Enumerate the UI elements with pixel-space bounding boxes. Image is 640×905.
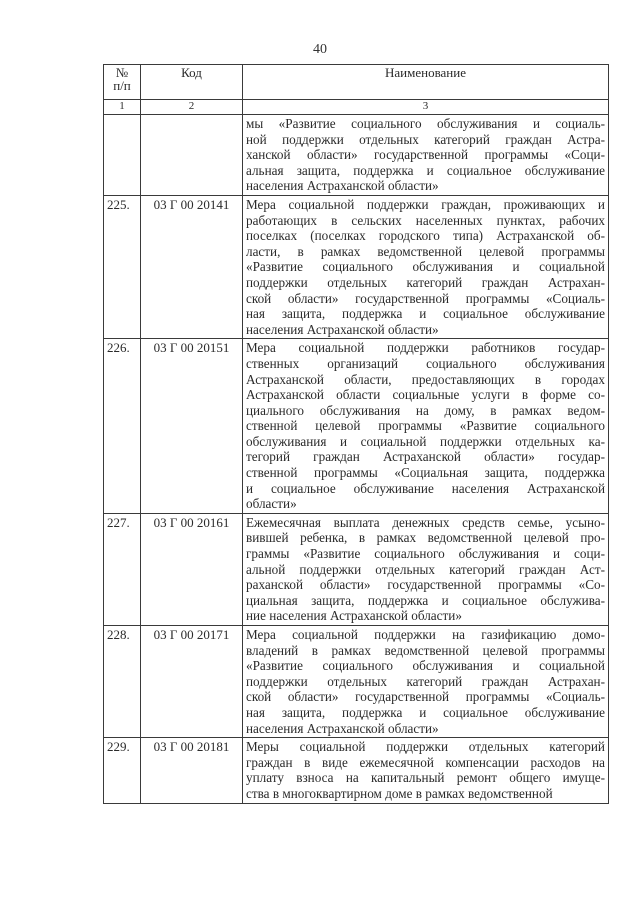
row-code: 03 Г 00 20161 [141, 513, 243, 625]
row-code: 03 Г 00 20141 [141, 195, 243, 338]
table-body [104, 115, 609, 804]
column-number: 2 [141, 100, 243, 115]
row-name-line: ласти, в рамках ведомственной целевой программы [246, 243, 605, 259]
row-name-line: циального обслуживания на дому, в рамках ведом- [246, 402, 605, 418]
row-name-line: вившей ребенка, в рамках ведомственной целевой про- [246, 530, 605, 546]
row-name-line: населения Астраханской области» [246, 321, 439, 337]
row-name-line: ской области» государственной программы «Социаль- [246, 689, 605, 705]
row-name-line: и социальное обслуживание населения Астраханской [246, 480, 605, 496]
row-code [141, 115, 243, 196]
header-code: Код [141, 65, 243, 100]
table-row [104, 626, 609, 738]
table-row [104, 195, 609, 338]
row-name-line: альной поддержки отдельных категорий граждан Аст- [246, 561, 605, 577]
row-name-line: ние населения Астраханской области» [246, 608, 462, 624]
row-name-line: Астраханской области, предоставляющих в городах [246, 371, 605, 387]
header-number-sign: № [115, 65, 129, 80]
table-row [104, 115, 609, 196]
row-name-line: циальная защита, поддержка и социальное обслужива- [246, 592, 605, 608]
row-name-line: поддержки отдельных категорий граждан Астрахан- [246, 673, 605, 689]
table-row [104, 513, 609, 625]
row-name-line: уплату взноса на капитальный ремонт общего имуще- [246, 770, 605, 786]
table-row [104, 339, 609, 514]
row-name-line: Мера социальной поддержки работников государ- [246, 340, 605, 356]
column-number: 1 [104, 100, 141, 115]
row-number: 226. [104, 339, 141, 514]
row-name-line: ханской области» государственной программы «Соци- [246, 147, 605, 163]
column-number-row [104, 100, 609, 115]
row-name [243, 195, 609, 338]
row-name [243, 115, 609, 196]
row-name-line: ственных организаций социального обслуживания [246, 355, 605, 371]
row-name-line: Мера социальной поддержки граждан, проживающих и [246, 196, 605, 212]
row-code: 03 Г 00 20171 [141, 626, 243, 738]
row-name [243, 626, 609, 738]
row-name-line: «Развитие социального обслуживания и социальной [246, 259, 605, 275]
row-name-line: ной поддержки отдельных категорий граждан Астра- [246, 131, 605, 147]
row-name-line: ная защита, поддержка и социальное обслуживание [246, 704, 605, 720]
header-number-abbr: п/п [113, 78, 131, 93]
row-name [243, 339, 609, 514]
row-name [243, 738, 609, 803]
header-number [104, 65, 141, 100]
page-number: 40 [313, 42, 327, 57]
row-name-line: граммы «Развитие социального обслуживания и соци- [246, 546, 605, 562]
row-name-line: ственной программы «Социальная защита, поддержка [246, 465, 605, 481]
classification-table [103, 64, 609, 804]
row-number: 229. [104, 738, 141, 803]
row-name-line: «Развитие социального обслуживания и социальной [246, 658, 605, 674]
row-name-line: населения Астраханской области» [246, 720, 439, 736]
row-name-line: ства в многоквартирном доме в рамках ведомственной [246, 785, 553, 801]
row-name-line: ской области» государственной программы «Социаль- [246, 290, 605, 306]
row-name-line: ная защита, поддержка и социальное обслуживание [246, 306, 605, 322]
row-name-line: поселках (поселках городского типа) Астраханской об- [246, 228, 605, 244]
row-number: 227. [104, 513, 141, 625]
row-name-line: ственной целевой программы «Развитие социального [246, 418, 605, 434]
row-name-line: тегорий граждан Астраханской области» государ- [246, 449, 605, 465]
row-number: 228. [104, 626, 141, 738]
row-name-line: Мера социальной поддержки на газификацию домо- [246, 627, 605, 642]
row-number: 225. [104, 195, 141, 338]
row-name-line: Ежемесячная выплата денежных средств семье, усыно- [246, 514, 605, 530]
row-number [104, 115, 141, 196]
row-name-line: Астраханской области социальные услуги в форме со- [246, 387, 605, 403]
row-name [243, 513, 609, 625]
row-name-line: мы «Развитие социального обслуживания и социаль- [246, 116, 605, 131]
header-name: Наименование [243, 65, 609, 100]
row-name-line: обслуживания и социальной поддержки отдельных ка- [246, 433, 605, 449]
row-name-line: населения Астраханской области» [246, 178, 439, 194]
row-name-line: поддержки отдельных категорий граждан Астрахан- [246, 274, 605, 290]
row-name-line: области» [246, 496, 297, 512]
row-code: 03 Г 00 20151 [141, 339, 243, 514]
table-row [104, 738, 609, 803]
row-name-line: раханской области» государственной программы «Со- [246, 577, 605, 593]
row-name-line: работающих в сельских населенных пунктах, рабочих [246, 212, 605, 228]
table-header-row [104, 65, 609, 100]
row-name-line: владений в рамках ведомственной целевой программы [246, 642, 605, 658]
row-name-line: граждан в виде ежемесячной компенсации расходов на [246, 754, 605, 770]
column-number: 3 [243, 100, 609, 115]
row-name-line: Меры социальной поддержки отдельных категорий [246, 739, 605, 755]
row-name-line: альная защита, поддержка и социальное обслуживание [246, 162, 605, 178]
row-code: 03 Г 00 20181 [141, 738, 243, 803]
